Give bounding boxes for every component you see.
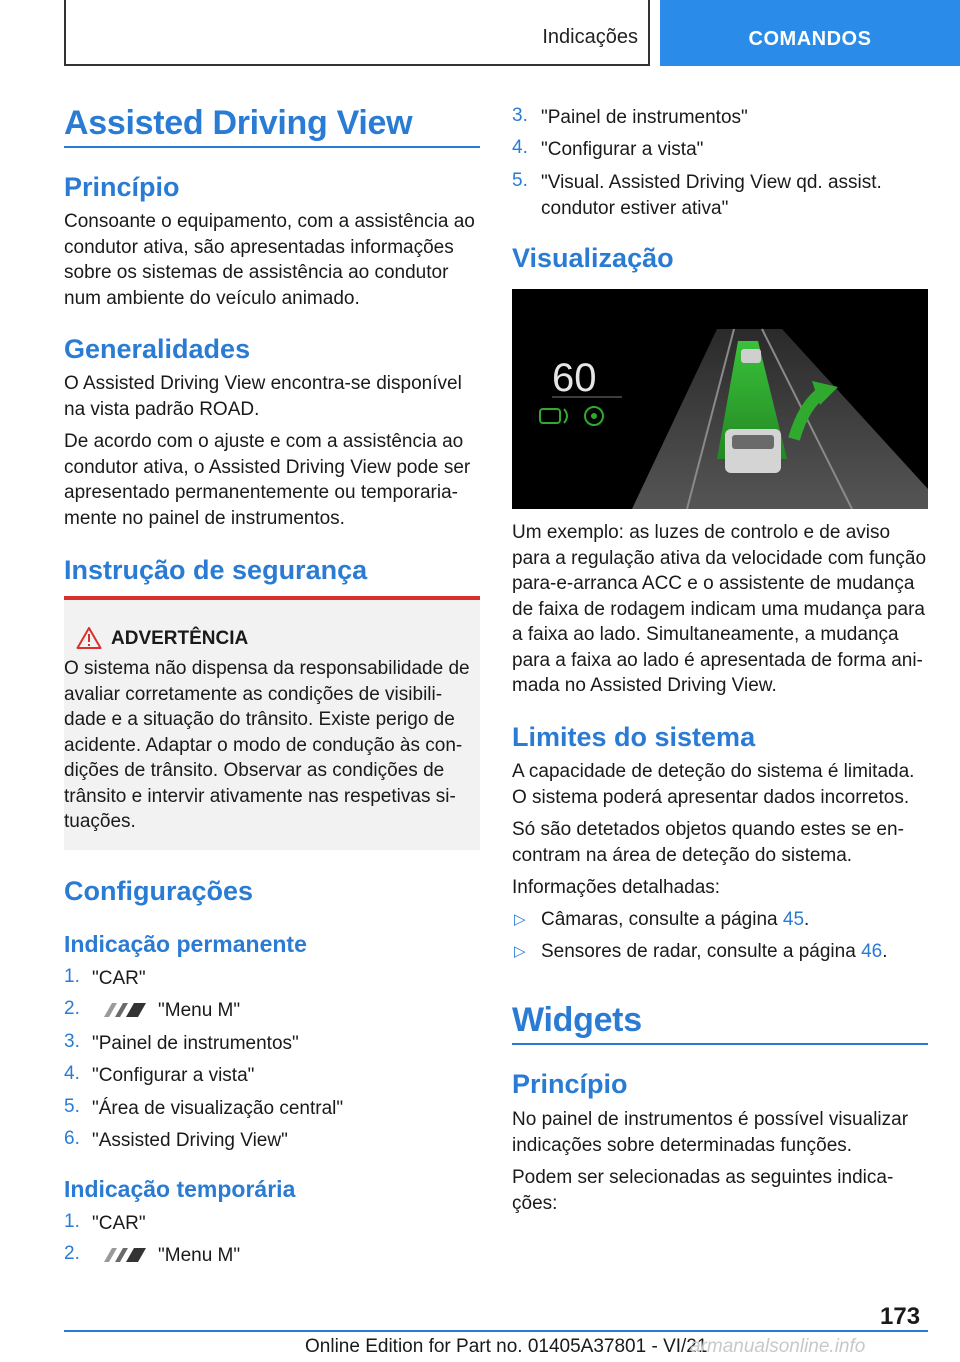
list-item: "Área de visualização central" bbox=[92, 1098, 344, 1119]
list-item: "Configurar a vista" bbox=[92, 1065, 255, 1086]
warning-text: O sistema não dispensa da responsabilidade de avaliar corretamente as condições de visibili-dade e a situação do trânsito. Existe perigo de acidente. Adaptar o modo de condução às con-dições de trânsito. Observar as condições de trânsito e intervir ativamente nas respetivas si-tuações. bbox=[64, 658, 470, 832]
configuracoes-heading: Configurações bbox=[64, 876, 254, 906]
list-number: 2. bbox=[64, 998, 80, 1019]
m-logo-icon bbox=[98, 1002, 148, 1018]
list-item: "Visual. Assisted Driving View qd. assist. condutor estiver ativa" bbox=[541, 172, 882, 219]
list-item: "Painel de instrumentos" bbox=[541, 107, 748, 128]
generalidades-heading: Generalidades bbox=[64, 334, 251, 364]
list-item: "Menu M" bbox=[158, 1245, 241, 1266]
m-logo-icon bbox=[98, 1247, 148, 1263]
figure-caption: Um exemplo: as luzes de controlo e de aviso para a regulação ativa da velocidade com função para-e-arranca ACC e o assistente de mudança de faixa de rodagem indicam uma mudança para a faixa ao lado. Simultaneamente, a mudança para a faixa ao lado é apresentada de forma ani-mada no Assisted Driving View. bbox=[512, 522, 927, 696]
warning-title: ADVERTÊNCIA bbox=[111, 628, 249, 649]
widgets-title: Widgets bbox=[512, 1001, 642, 1039]
list-item: "Configurar a vista" bbox=[541, 139, 704, 160]
limites-paragraph-3: Informações detalhadas: bbox=[512, 877, 721, 898]
list-number: 4. bbox=[512, 137, 528, 158]
bullet-triangle-icon: ▷ bbox=[514, 943, 526, 960]
generalidades-paragraph-1: O Assisted Driving View encontra-se disponível na vista padrão ROAD. bbox=[64, 373, 462, 420]
page-title: Assisted Driving View bbox=[64, 104, 413, 142]
limites-heading: Limites do sistema bbox=[512, 722, 756, 752]
temporaria-heading: Indicação temporária bbox=[64, 1176, 296, 1202]
page-number: 173 bbox=[880, 1303, 921, 1330]
speed-readout: 60 bbox=[552, 356, 597, 400]
footer-rule bbox=[64, 1330, 928, 1332]
list-number: 5. bbox=[64, 1096, 80, 1117]
list-number: 1. bbox=[64, 966, 80, 987]
widgets-rule bbox=[512, 1043, 928, 1045]
bullet-triangle-icon: ▷ bbox=[514, 911, 526, 928]
list-number: 6. bbox=[64, 1128, 80, 1149]
widgets-principio-heading: Princípio bbox=[512, 1069, 628, 1099]
widgets-paragraph-1: No painel de instrumentos é possível visualizar indicações sobre determinadas funções. bbox=[512, 1109, 909, 1156]
list-item: "Assisted Driving View" bbox=[92, 1130, 288, 1151]
permanente-heading: Indicação permanente bbox=[64, 931, 307, 957]
title-rule bbox=[64, 146, 480, 148]
list-number: 3. bbox=[64, 1031, 80, 1052]
page-link-45[interactable]: 45 bbox=[782, 909, 805, 930]
footer-edition: Online Edition for Part no. 01405A37801 - VI/21 bbox=[305, 1336, 708, 1357]
limites-paragraph-1: A capacidade de deteção do sistema é limitada. O sistema poderá apresentar dados incorretos. bbox=[512, 761, 915, 808]
warning-triangle-icon bbox=[76, 626, 102, 650]
assisted-driving-view-figure bbox=[512, 289, 928, 509]
generalidades-paragraph-2: De acordo com o ajuste e com a assistência ao condutor ativa, o Assisted Driving View pode ser apresentado permanentemente ou temporaria-mente no painel de instrumentos. bbox=[64, 431, 471, 529]
list-number: 1. bbox=[64, 1211, 80, 1232]
principio-heading: Princípio bbox=[64, 172, 180, 202]
tab-comandos-label: COMANDOS bbox=[748, 28, 872, 50]
page-link-46[interactable]: 46 bbox=[861, 941, 883, 962]
list-number: 2. bbox=[64, 1243, 80, 1264]
list-item: Câmaras, consulte a página 45. bbox=[541, 909, 810, 930]
dashboard-illustration bbox=[512, 289, 928, 509]
list-item: "Painel de instrumentos" bbox=[92, 1033, 299, 1054]
list-item: "Menu M" bbox=[158, 1000, 241, 1021]
tab-comandos[interactable] bbox=[660, 0, 960, 66]
list-number: 3. bbox=[512, 105, 528, 126]
widgets-paragraph-2: Podem ser selecionadas as seguintes indica-ções: bbox=[512, 1167, 894, 1214]
seguranca-heading: Instrução de segurança bbox=[64, 555, 368, 585]
limites-paragraph-2: Só são detetados objetos quando estes se en-contram na área de deteção do sistema. bbox=[512, 819, 904, 866]
list-item: "CAR" bbox=[92, 968, 146, 989]
list-item: "CAR" bbox=[92, 1213, 146, 1234]
tab-indicacoes[interactable]: Indicações bbox=[542, 26, 638, 48]
list-number: 5. bbox=[512, 170, 528, 191]
header-tab-box bbox=[64, 0, 650, 66]
warning-box bbox=[64, 596, 480, 850]
principio-text: Consoante o equipamento, com a assistência ao condutor ativa, são apresentadas informações sobre os sistemas de assistência ao condutor num ambiente do veículo animado. bbox=[64, 211, 475, 309]
visualizacao-heading: Visualização bbox=[512, 243, 674, 273]
list-number: 4. bbox=[64, 1063, 80, 1084]
list-item: Sensores de radar, consulte a página 46. bbox=[541, 941, 888, 962]
footer-watermark: armanualsonline.info bbox=[690, 1336, 866, 1357]
